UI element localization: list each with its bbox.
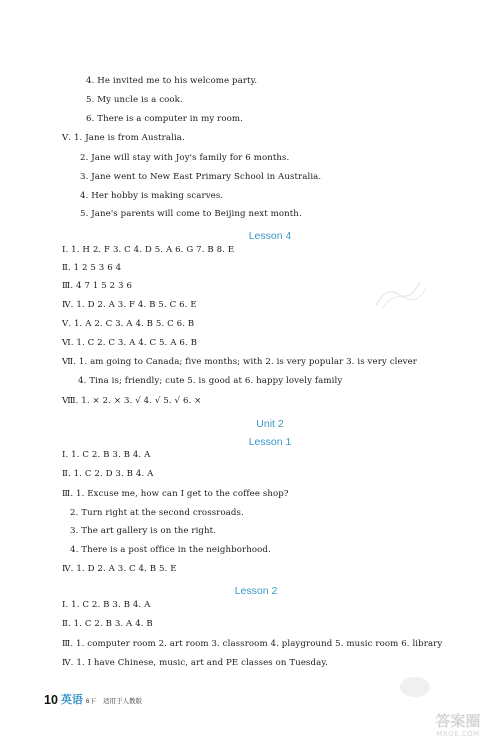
pencil-doodle xyxy=(372,276,428,312)
page-number: 10 xyxy=(44,693,58,707)
answer-line: 4. Her hobby is making scarves. xyxy=(80,191,224,201)
page-footer xyxy=(44,692,142,706)
answer-line: Ⅶ. 1. am going to Canada; five months; with 2. is very popular 3. is very clever xyxy=(62,357,417,367)
answer-line: 5. My uncle is a cook. xyxy=(86,95,183,105)
answer-line: Ⅲ. 4 7 1 5 2 3 6 xyxy=(62,281,133,291)
answer-line: 3. The art gallery is on the right. xyxy=(70,526,217,536)
answer-line: 2. Turn right at the second crossroads. xyxy=(70,508,244,518)
answer-line: Ⅲ. 1. computer room 2. art room 3. classroom 4. playground 5. music room 6. library xyxy=(62,639,443,649)
answer-line: Ⅴ. 1. A 2. C 3. A 4. B 5. C 6. B xyxy=(62,319,195,329)
answer-line: 6. There is a computer in my room. xyxy=(86,114,243,124)
unit-heading: Unit 2 xyxy=(256,418,284,430)
grade-label: 6下 xyxy=(85,698,97,705)
section-heading: Lesson 4 xyxy=(248,230,292,242)
answer-line: 5. Jane's parents will come to Beijing next month. xyxy=(80,209,302,219)
answer-line: Ⅱ. 1 2 5 3 6 4 xyxy=(62,263,122,273)
watermark-brand: 答案圈 xyxy=(435,712,481,730)
page-smudge xyxy=(398,674,432,700)
answer-line: 4. Tina is; friendly; cute 5. is good at 6. happy lovely family xyxy=(78,376,343,386)
edition-label: 适用于人教版 xyxy=(103,698,143,705)
answer-line: Ⅳ. 1. D 2. A 3. C 4. B 5. E xyxy=(62,564,177,574)
subject-label: 英语 xyxy=(60,694,83,706)
watermark-site: MXQE.COM xyxy=(436,730,480,738)
answer-line: Ⅱ. 1. C 2. D 3. B 4. A xyxy=(62,469,154,479)
answer-line: Ⅱ. 1. C 2. B 3. A 4. B xyxy=(62,619,153,629)
section-heading: Lesson 1 xyxy=(248,436,292,448)
answer-line: Ⅰ. 1. C 2. B 3. B 4. A xyxy=(62,600,151,610)
answer-line: Ⅲ. 1. Excuse me, how can I get to the coffee shop? xyxy=(62,489,289,499)
answer-line: Ⅳ. 1. D 2. A 3. F 4. B 5. C 6. E xyxy=(62,300,197,310)
section-heading: Lesson 2 xyxy=(234,585,278,597)
answer-line: Ⅵ. 1. C 2. C 3. A 4. C 5. A 6. B xyxy=(62,338,198,348)
answer-line: 2. Jane will stay with Joy's family for 6 months. xyxy=(80,153,290,163)
answer-line: Ⅰ. 1. H 2. F 3. C 4. D 5. A 6. G 7. B 8. E xyxy=(62,245,235,255)
watermark-logo xyxy=(426,712,490,746)
answer-line: Ⅰ. 1. C 2. B 3. B 4. A xyxy=(62,450,151,460)
answer-line: Ⅴ. 1. Jane is from Australia. xyxy=(62,133,185,143)
answer-line: 3. Jane went to New East Primary School in Australia. xyxy=(80,172,322,182)
answer-line: Ⅳ. 1. I have Chinese, music, art and PE classes on Tuesday. xyxy=(62,658,328,668)
answer-line: 4. There is a post office in the neighborhood. xyxy=(70,545,271,555)
answer-line: 4. He invited me to his welcome party. xyxy=(86,76,258,86)
answer-line: Ⅷ. 1. × 2. × 3. √ 4. √ 5. √ 6. × xyxy=(62,396,202,406)
